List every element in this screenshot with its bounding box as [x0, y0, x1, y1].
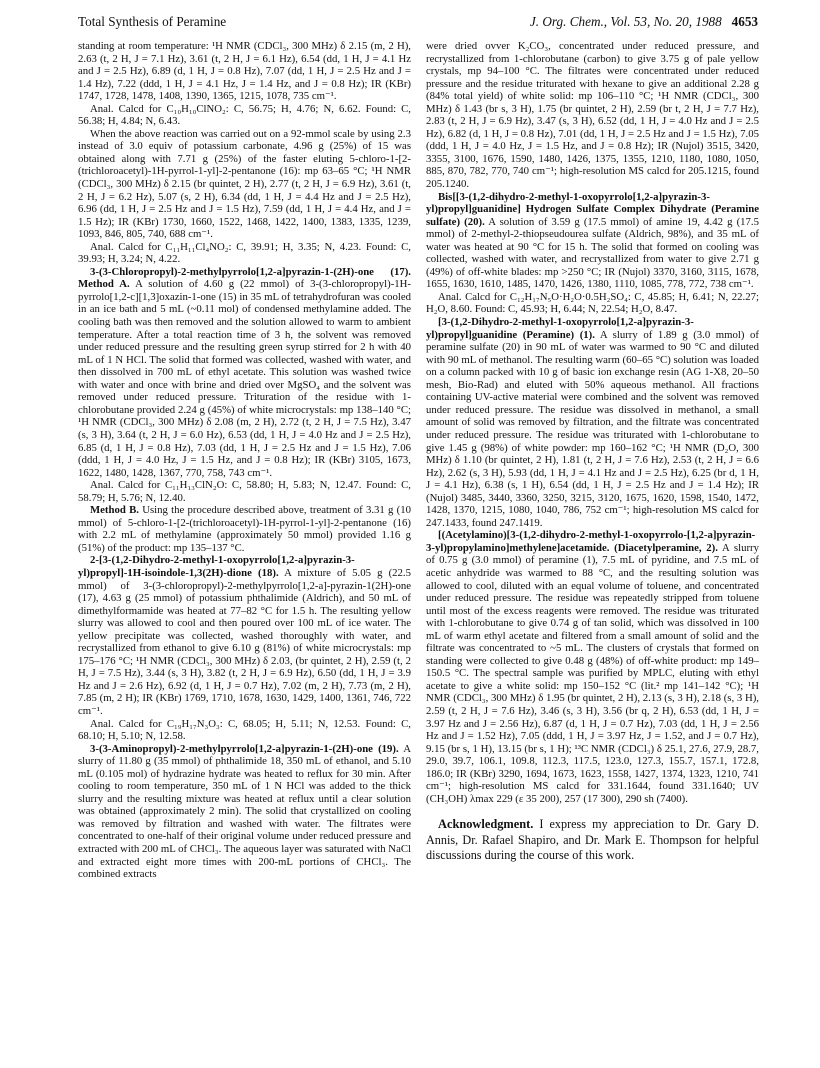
paragraph: 3-(3-Aminopropyl)-2-methylpyrrolo[1,2-a]pyrazin-1-(2H)-one (19). A slurry of 11.80 g (35 mmol) of phthalimide 18, 350 mL of ethanol, and 5.10 mL (0.105 mol) of hydrazine hydrate was heated to reflux for 30 min. After cooling to room temperature, 350 mL of 1 N HCl was added to the thick slurry and the resulting mixture was heated at reflux until a clear solution was obtained (approximately 2 min). The solid that crystallized on cooling was removed by filtration and washed with water. The filtrates were concentrated to one-half of their original volume under reduced pressure and extracted with 200 mL of CHCl₃. The aqueous layer was saturated with NaCl and extracted eight more times with 200-mL portions of CHCl₃. The combined extracts — [78, 742, 411, 881]
paragraph: [(Acetylamino)[3-(1,2-dihydro-2-methyl-1-oxopyrrolo-[1,2-a]pyrazin-3-yl)propylamino]methylene]acetamide. (Diacetylperamine, 2). A slurry of 0.75 g (3.0 mmol) of peramine (1), 7.5 mL of pyridine, and 7.5 mL of acetic anhydride was warmed to 88 °C, and the resulting solution was allowed to cool, diluted with an equal volume of toluene, and concentrated under reduced pressure. The residue was repeatedly stripped from toluene until most of the excess reagents were removed. The residue was triturated with 1-chlorobutane to give 0.74 g of tan solid, which was dissolved in 100 mL of warm ethyl acetate and filtered from a small amount of solid and the filtrate was concentrated to ~5 mL. The clusters of crystals that formed on standing were collected to give 0.48 g (48%) of off-white product: mp 149–150.5 °C. The spectral sample was purified by MPLC, eluting with ethyl acetate to give a white solid: mp 150–152 °C (lit.² mp 141–142 °C); ¹H NMR (CDCl₃, 300 MHz) δ 1.95 (br quintet, 2 H), 2.13 (s, 3 H), 2.18 (s, 3 H), 2.59 (t, 2 H, J = 7.6 Hz), 3.46 (s, 3 H), 3.56 (br q, 2 H), 6.53 (dd, 1 H, J = 3.97 Hz and J = 2.56 Hz), 6.87 (d, 1 H, J = 0.7 Hz), 7.03 (dd, 1 H, J = 2.56 Hz and J = 1.52 Hz), 7.05 (ddd, 1 H, J = 3.97 Hz, J = 1.52, and J = 0.7 Hz), 9.15 (br s, 1 H), 13.15 (br s, 1 H); ¹³C NMR (CDCl₃) δ 25.1, 27.6, 27.9, 28.7, 29.0, 39.7, 106.1, 109.8, 112.3, 117.5, 123.0, 127.3, 155.7, 157.1, 172.8, 186.0; IR (KBr) 3290, 1694, 1673, 1623, 1558, 1427, 1374, 1323, 1210, 741 cm⁻¹; high-resolution MS calcd for 331.1644, found 331.1640; UV (CH₃OH) λmax 229 (ε 35 200), 257 (17 300), 290 sh (7400). — [426, 529, 759, 805]
compound-heading: 3-(3-Chloropropyl)-2-methylpyrrolo[1,2-a]pyrazin-1-(2H)-one (17). Method A. — [78, 265, 411, 291]
paragraph: were dried ovver K₂CO₃, concentrated under reduced pressure, and recrystallized from 1-chlorobutane (carbon) to give 3.75 g of pale yellow crystals, mp 94–100 °C. The filtrates were concentrated under reduced pressure and the residue triturated with hexane to give an additional 2.28 g (84% total yield) of white solid: mp 106–110 °C; ¹H NMR (CDCl₃, 300 MHz) δ 1.43 (br s, 3 H), 1.75 (br quintet, 2 H), 2.59 (br t, 2 H, J = 7.7 Hz), 2.83 (t, 2 H, J = 6.9 Hz), 3.47 (s, 3 H), 6.52 (dd, 1 H, J = 4.0 Hz and J = 2.5 Hz), 6.82 (d, 1 H, J = 0.8 Hz), 7.01 (dd, 1 H, J = 2.5 Hz and J = 1.5 Hz), 7.05 (ddd, 1 H, J = 4.0 Hz, J = 1.5 Hz, and J = 0.8 Hz); IR (Nujol) 3515, 3420, 3355, 3100, 1676, 1590, 1480, 1426, 1375, 1355, 1210, 1180, 1080, 1050, 885, 870, 782, 770, 740 cm⁻¹; high-resolution MS calcd for 205.1215, found 205.1240. — [426, 40, 759, 191]
compound-heading: [(Acetylamino)[3-(1,2-dihydro-2-methyl-1-oxopyrrolo-[1,2-a]pyrazin-3-yl)propylamino]methylene]acetamide. (Diacetylperamine, 2). — [426, 529, 756, 554]
compound-heading: [3-(1,2-Dihydro-2-methyl-1-oxopyrrolo[1,2-a]pyrazin-3-yl)propyl]guanidine (Peramine) (1). — [426, 316, 694, 341]
paragraph: Method B. Using the procedure described above, treatment of 3.31 g (10 mmol) of 5-chloro-1-[2-(trichloroacetyl)-1H-pyrrol-1-yl]-2-pentanone (16) with 2.2 mL of methylamine (approximately 50 mmol) provided 1.16 g (51%) of the product: mp 135–137 °C. — [78, 504, 411, 554]
compound-heading: 2-[3-(1,2-Dihydro-2-methyl-1-oxopyrrolo[1,2-a]pyrazin-3-yl)propyl]-1H-isoindole-1,3(2H)-dione (18). — [78, 554, 355, 579]
paragraph: When the above reaction was carried out on a 92-mmol scale by using 2.3 instead of 3.0 equiv of potassium carbonate, 4.96 g (25%) of 15 was obtained along with 7.71 g (25%) of the faster eluting 5-chloro-1-[2-(trichloroacetyl)-1H-pyrrol-1-yl]-2-pentanone (16): mp 63–65 °C; ¹H NMR (CDCl₃, 300 MHz) δ 2.15 (br quintet, 2 H), 2.77 (t, 2 H, J = 6.9 Hz), 3.61 (t, 2 H, J = 6.2 Hz), 5.07 (s, 2 H), 6.34 (dd, 1 H, J = 4.4 Hz and J = 2.5 Hz), 6.96 (dd, 1 H, J = 2.5 Hz and J = 1.5 Hz), 7.59 (dd, 1 H, J = 4.4 Hz, and J = 1.5 Hz); IR (KBr) 1730, 1660, 1522, 1468, 1422, 1400, 1383, 1335, 1239, 1093, 846, 805, 740, 688 cm⁻¹. — [78, 127, 411, 241]
acknowledgment: Acknowledgment. I express my appreciation to Dr. Gary D. Annis, Dr. Rafael Shapiro, and Dr. Mark E. Thompson for helpful discussions during the course of this work. — [426, 817, 759, 862]
paragraph: 3-(3-Chloropropyl)-2-methylpyrrolo[1,2-a]pyrazin-1-(2H)-one (17). Method A. A solution of 4.60 g (22 mmol) of 3-(3-chloropropyl)-1H-pyrrolo[1,2-c][1,3]oxazin-1-one (15) in 35 mL of tetrahydrofuran was cooled in an ice bath and 5 mL (~0.11 mol) of condensed methylamine added. The cooling bath was then removed and the solution allowed to warm to ambient temperature. After a total reaction time of 3 h, the solvent was removed under reduced pressure and the resulting green syrup stirred for 2 h with 40 mL of 1 N HCl. The solid that formed was collected, washed with water, and then dissolved in 700 mL of ethyl acetate. This solution was washed twice with water and once with brine and dried over MgSO₄ and the solvent was removed under reduced pressure. Trituration of the residue with 1-chlorobutane provided 2.24 g (45%) of white microcrystals: mp 138–140 °C; ¹H NMR (CDCl₃, 300 MHz) δ 2.08 (m, 2 H), 2.72 (t, 2 H, J = 7.5 Hz), 3.47 (s, 3 H), 3.64 (t, 2 H, J = 6.0 Hz), 6.53 (dd, 1 H, J = 4.0 Hz and J = 2.5 Hz), 6.85 (d, 1 H, J = 0.8 Hz), 7.03 (dd, 1 H, J = 2.5 Hz and J = 1.5 Hz), 7.06 (ddd, 1 H, J = 4.0 Hz, J = 1.5 Hz, and J = 0.8 Hz); IR (KBr) 3105, 1673, 1622, 1480, 1428, 1367, 770, 758, 743 cm⁻¹. — [78, 265, 411, 479]
running-header — [78, 14, 758, 32]
paragraph: Anal. Calcd for C₁₀H₁₀ClNO₂: C, 56.75; H, 4.76; N, 6.62. Found: C, 56.38; H, 4.84; N, 6.43. — [78, 102, 411, 128]
method-heading: Method B. — [90, 504, 139, 517]
page-number: 4653 — [731, 14, 758, 29]
paragraph: Bis[[3-(1,2-dihydro-2-methyl-1-oxopyrrolo[1,2-a]pyrazin-3-yl)propyl]guanidine] Hydrogen Sulfate Complex Dihydrate (Peramine sulfate) (20). A solution of 3.59 g (17.5 mmol) of amine 19, 4.42 g (17.5 mmol) of 2-methyl-2-thiopseudourea sulfate (Aldrich, 98%), and 35 mL of water was heated at 90 °C for 15 h. The solid that formed on cooling was collected, washed with water, and recrystallized from water to give 2.71 g (49%) of off-white blades: mp >250 °C; IR (Nujol) 3370, 3160, 3115, 1678, 1655, 1630, 1610, 1485, 1470, 1426, 1380, 1110, 1085, 778, 772, 738 cm⁻¹. — [426, 190, 759, 291]
paragraph: standing at room temperature: ¹H NMR (CDCl₃, 300 MHz) δ 2.15 (m, 2 H), 2.63 (t, 2 H, J = 7.1 Hz), 3.61 (t, 2 H, J = 6.1 Hz), 6.54 (dd, 1 H, J = 4.1 Hz and J = 2.5 Hz), 6.89 (d, 1 H, J = 0.8 Hz), 7.07 (dd, 1 H, J = 2.5 Hz and J = 1.4 Hz), 7.22 (ddd, 1 H, J = 4.1 Hz, J = 1.4 Hz, and J = 0.8 Hz); IR (KBr) 1747, 1728, 1478, 1408, 1390, 1365, 1215, 1078, 735 cm⁻¹. — [78, 40, 411, 103]
paragraph: [3-(1,2-Dihydro-2-methyl-1-oxopyrrolo[1,2-a]pyrazin-3-yl)propyl]guanidine (Peramine) (1). A slurry of 1.89 g (3.0 mmol) of peramine sulfate (20) in 90 mL of water was warmed to 90 °C and diluted with 90 mL of methanol. The resulting warm (60–65 °C) solution was loaded on a column packed with 10 g of basic ion exchange resin (AG 1-X8, 20–50 mesh, Bio-Rad) and eluted with 50% aqueous methanol. All fractions containing UV-active material were combined and the solvent was removed under reduced pressure. The residue was dissolved in methanol, a small amount of solid was removed by filtration, and the filtrate was concentrated under reduced pressure. The residue was triturated with 1-chlorobutane to give 1.45 g (98%) of white powder: mp 160–162 °C; ¹H NMR (D₂O, 300 MHz) δ 1.10 (br quintet, 2 H), 1.81 (t, 2 H, J = 7.6 Hz), 2.53 (t, 2 H, J = 6.6 Hz), 2.62 (s, 3 H), 5.93 (dd, 1 H, J = 4.1 Hz and J = 2.5 Hz), 6.25 (br d, 1 H, J = 4.1 Hz), 6.38 (s, 1 H), 6.54 (dd, 1 H, J = 2.5 Hz and J = 1.4 Hz); IR (Nujol) 3485, 3440, 3360, 3250, 3215, 3120, 1675, 1620, 1598, 1540, 1472, 1428, 1370, 1215, 1080, 1040, 786, 752 cm⁻¹; high-resolution MS calcd for 247.1433, found 247.1419. — [426, 316, 759, 529]
running-title: Total Synthesis of Peramine — [78, 14, 227, 29]
compound-heading: 3-(3-Aminopropyl)-2-methylpyrrolo[1,2-a]pyrazin-1-(2H)-one (19). — [90, 742, 399, 755]
right-column — [426, 40, 759, 863]
paragraph: Anal. Calcd for C₁₉H₁₇N₃O₃: C, 68.05; H, 5.11; N, 12.53. Found: C, 68.10; H, 5.10; N, 12.58. — [78, 717, 411, 743]
acknowledgment-heading: Acknowledgment. — [438, 817, 534, 832]
journal-citation — [530, 14, 758, 30]
paragraph: Anal. Calcd for C₁₁H₁₁Cl₄NO₂: C, 39.91; H, 3.35; N, 4.23. Found: C, 39.93; H, 3.24; N, 4.22. — [78, 240, 411, 266]
paragraph: Anal. Calcd for C₁₂H₁₇N₅O·H₂O·0.5H₂SO₄: C, 45.85; H, 6.41; N, 22.27; H₂O, 8.60. Found: C, 45.93; H, 6.44; N, 22.54; H₂O, 8.47. — [426, 290, 759, 316]
left-column — [78, 40, 411, 881]
paragraph: Anal. Calcd for C₁₁H₁₃ClN₂O: C, 58.80; H, 5.83; N, 12.47. Found: C, 58.79; H, 5.76; N, 12.40. — [78, 479, 411, 504]
paragraph: 2-[3-(1,2-Dihydro-2-methyl-1-oxopyrrolo[1,2-a]pyrazin-3-yl)propyl]-1H-isoindole-1,3(2H)-dione (18). A mixture of 5.05 g (22.5 mmol) of 3-(3-chloropropyl)-2-methylpyrrolo[1,2-a]-pyrazin-1(2H)-one (17), 4.63 g (25 mmol) of potassium phthalimide (Aldrich), and 50 mL of dimethylformamide was heated at 77–82 °C for 1.5 h. The resulting yellow slurry was allowed to cool and then poured over 100 mL of ice water. The yellow precipitate was collected, washed thoroughly with water, and recrystallized from ethanol to give 6.10 g (81%) of white microcrystals: mp 175–176 °C; ¹H NMR (CDCl₃, 300 MHz) δ 2.03, (br quintet, 2 H), 2.59 (t, 2 H, J = 7.5 Hz), 3.44 (s, 3 H), 3.82 (t, 2 H, J = 6.9 Hz), 6.50 (dd, 1 H, J = 3.9 Hz and J = 2.6 Hz), 6.92 (d, 1 H, J = 0.7 Hz), 7.02 (m, 2 H), 7.73 (m, 2 H), 7.85 (m, 2 H); IR (KBr) 1769, 1710, 1678, 1630, 1429, 1400, 1361, 746, 722 cm⁻¹. — [78, 554, 411, 717]
journal-name: J. Org. Chem., Vol. 53, No. 20, 1988 — [529, 14, 722, 29]
compound-heading: Bis[[3-(1,2-dihydro-2-methyl-1-oxopyrrolo[1,2-a]pyrazin-3-yl)propyl]guanidine] Hydrogen Sulfate Complex Dihydrate (Peramine sulfate) (20). — [426, 190, 759, 228]
